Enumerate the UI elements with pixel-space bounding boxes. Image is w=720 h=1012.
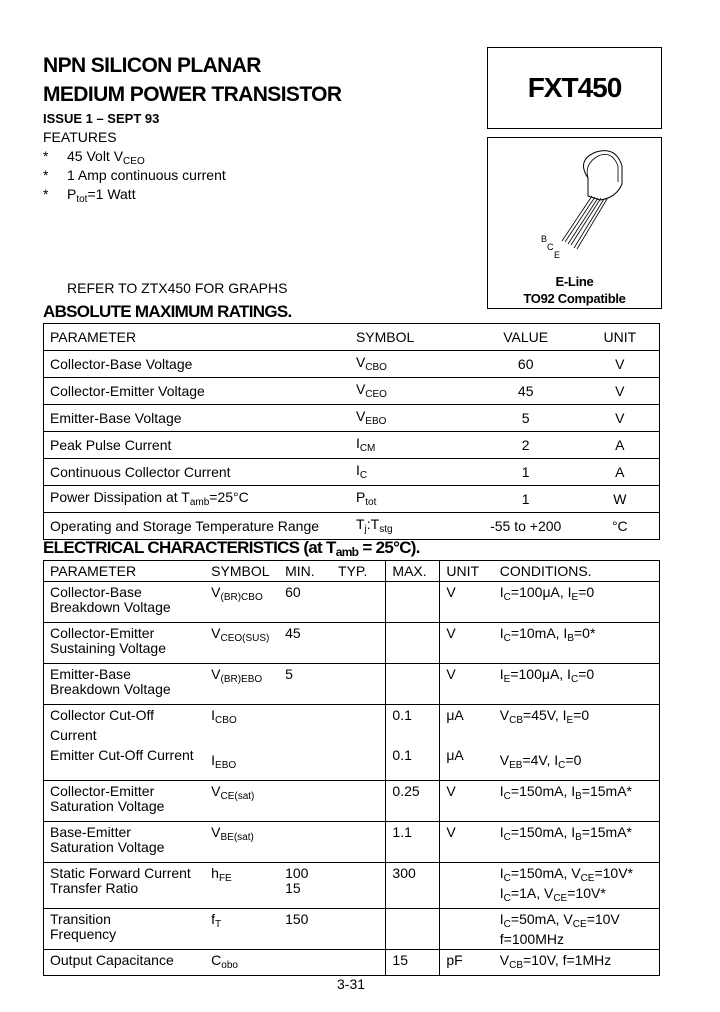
abs-max-param: Emitter-Base Voltage [50, 410, 182, 426]
elec-typ [332, 664, 386, 705]
abs-max-unit: °C [611, 518, 628, 534]
elec-cond: $V_{CB}=10V$, f=1MHz [499, 952, 612, 971]
to92-package-drawing [488, 138, 661, 268]
elec-heading-tail: = 25°C). [358, 538, 420, 557]
abs-max-unit: V [615, 410, 625, 426]
abs-max-heading: ABSOLUTE MAXIMUM RATINGS. [43, 302, 292, 321]
elec-unit [440, 909, 494, 950]
elec-sym: $V_{BE(sat)}$ [211, 824, 254, 843]
elec-row [44, 950, 660, 976]
abs-max-value: 5 [521, 410, 530, 426]
elec-heading-text: ELECTRICAL CHARACTERISTICS (at T [43, 538, 336, 557]
elec-min [279, 781, 332, 822]
abs-max-param: Collector-Emitter Voltage [50, 383, 205, 399]
elec-header-cell: PARAMETER [50, 563, 137, 579]
abs-max-row [44, 432, 660, 459]
elec-header-row [44, 561, 660, 582]
elec-min [279, 822, 332, 863]
elec-cond: $I_C=150mA$, $I_B=15mA*$ [499, 783, 632, 802]
abs-max-header-cell: PARAMETER [50, 329, 137, 345]
features-heading: FEATURES [43, 129, 117, 145]
elec-param: Transition Frequency [50, 911, 117, 942]
elec-typ [332, 705, 386, 781]
abs-max-value: 1 [521, 464, 530, 480]
elec-param: Collector-Base Breakdown Voltage [50, 584, 171, 615]
elec-unit: V [440, 822, 494, 863]
feature-text: $P_{tot}=1$ Watt [67, 186, 136, 205]
abs-max-param: Power Dissipation at $T_{amb}=25^\circ C$ [50, 488, 249, 508]
elec-max: 0.1 0.1 [386, 705, 440, 781]
elec-typ [332, 623, 386, 664]
abs-max-header-cell: VALUE [503, 329, 549, 345]
abs-max-symbol: $V_{CEO}$ [355, 380, 387, 400]
refer-note: REFER TO ZTX450 FOR GRAPHS [67, 280, 288, 296]
abs-max-symbol: $I_{CM}$ [355, 434, 376, 454]
elec-row [44, 705, 660, 781]
elec-max: 0.25 [386, 781, 440, 822]
feature-text: 45 Volt $V_{CEO}$ [67, 148, 145, 167]
elec-min: 150 [285, 911, 309, 927]
elec-cond: $I_C=10mA$, $I_B=0*$ [499, 625, 596, 644]
feature-bullet: * [43, 148, 49, 164]
elec-unit: V [440, 781, 494, 822]
abs-max-header-row [44, 324, 660, 351]
abs-max-row [44, 351, 660, 378]
elec-param: Emitter-Base Breakdown Voltage [50, 666, 171, 697]
elec-row [44, 623, 660, 664]
elec-param: Static Forward Current Transfer Ratio [50, 865, 191, 896]
title-line-1: NPN SILICON PLANAR [43, 54, 261, 77]
abs-max-row [44, 513, 660, 540]
elec-param: Base-Emitter Saturation Voltage [50, 824, 165, 855]
elec-cond: $I_C=100\mu A$, $I_E=0$ [499, 584, 595, 603]
abs-max-param: Collector-Base Voltage [50, 356, 193, 372]
elec-cond: $I_C=50mA$, $V_{CE}=10V$ f=100MHz [499, 911, 620, 947]
elec-min: 5 [285, 666, 293, 682]
package-name: E-Line [555, 274, 594, 289]
elec-header-cell: TYP. [338, 563, 368, 579]
issue-date: ISSUE 1 – SEPT 93 [43, 111, 160, 126]
elec-max [386, 664, 440, 705]
elec-unit: V [440, 582, 494, 623]
abs-max-symbol: $V_{EBO}$ [355, 407, 387, 427]
elec-header-cell: CONDITIONS. [499, 563, 592, 579]
part-number: FXT450 [527, 72, 622, 103]
pin-label-b: B [541, 234, 548, 244]
elec-row [44, 863, 660, 909]
pin-label-c: C [547, 242, 554, 252]
elec-max [386, 909, 440, 950]
elec-sym: $V_{(BR)CBO}$ [211, 584, 263, 603]
elec-cond: $V_{CB}=45V$, $I_E=0$ $V_{EB}=4V$, $I_C=0$ [499, 707, 590, 771]
elec-max [386, 623, 440, 664]
pin-label-e: E [554, 250, 561, 260]
elec-max [386, 582, 440, 623]
elec-unit: μA μA [440, 705, 494, 781]
elec-unit: V [440, 664, 494, 705]
elec-header-cell: MIN. [285, 563, 315, 579]
elec-sym: $f_T$ [211, 911, 222, 930]
elec-max: 1.1 [386, 822, 440, 863]
elec-sym: $V_{CE(sat)}$ [211, 783, 255, 802]
elec-sym: $V_{CEO(SUS)}$ [211, 625, 270, 644]
elec-typ [332, 822, 386, 863]
elec-row [44, 822, 660, 863]
abs-max-value: 60 [517, 356, 534, 372]
abs-max-row [44, 486, 660, 513]
elec-header-cell: SYMBOL [211, 563, 270, 579]
elec-typ [332, 909, 386, 950]
elec-sym: $C_{obo}$ [211, 952, 238, 971]
elec-heading [43, 538, 420, 559]
elec-sym: $V_{(BR)EBO}$ [211, 666, 263, 685]
feature-text: 1 Amp continuous current [67, 167, 226, 183]
abs-max-value: 2 [521, 437, 530, 453]
abs-max-symbol: $I_C$ [355, 461, 368, 481]
abs-max-unit: A [615, 437, 625, 453]
abs-max-row [44, 405, 660, 432]
elec-sym: $h_{FE}$ [211, 865, 232, 884]
elec-param: Output Capacitance [50, 952, 174, 968]
elec-heading-sub: amb [335, 545, 359, 559]
abs-max-header-cell: SYMBOL [355, 329, 415, 345]
abs-max-value: -55 to +200 [490, 518, 562, 534]
package-compat: TO92 Compatible [523, 291, 626, 306]
abs-max-row [44, 378, 660, 405]
abs-max-value: 1 [521, 491, 530, 507]
elec-row [44, 909, 660, 950]
elec-cond: $I_C=150mA$, $V_{CE}=10V*$ $I_C=1A$, $V_{CE}=10V*$ [499, 865, 634, 904]
elec-param: Collector-Emitter Sustaining Voltage [50, 625, 166, 656]
elec-min: 100 15 [285, 865, 309, 896]
abs-max-value: 45 [517, 383, 534, 399]
abs-max-symbol: $P_{tot}$ [355, 488, 377, 508]
abs-max-param: Peak Pulse Current [50, 437, 172, 453]
elec-row [44, 582, 660, 623]
elec-header-cell: UNIT [440, 561, 494, 582]
elec-cond: $I_E=100\mu A$, $I_C=0$ [499, 666, 595, 685]
elec-row [44, 781, 660, 822]
elec-param: Collector Cut-Off Current Emitter Cut-Off Current [50, 707, 194, 763]
feature-bullet: * [43, 186, 49, 202]
part-number-box [487, 47, 662, 129]
abs-max-symbol: $T_j:T_{stg}$ [355, 515, 393, 535]
abs-max-header-cell: UNIT [603, 329, 637, 345]
elec-min [279, 950, 332, 976]
elec-sym: $I_{CBO}$ $I_{EBO}$ [211, 707, 237, 771]
elec-max: 15 [386, 950, 440, 976]
page-number: 3-31 [337, 976, 366, 992]
elec-max: 300 [386, 863, 440, 909]
elec-typ [332, 863, 386, 909]
elec-typ [332, 950, 386, 976]
abs-max-unit: A [615, 464, 625, 480]
elec-min: 45 [285, 625, 301, 641]
elec-param: Collector-Emitter Saturation Voltage [50, 783, 165, 814]
elec-cond: $I_C=150mA$, $I_B=15mA*$ [499, 824, 632, 843]
elec-table [43, 560, 660, 976]
title-line-2: MEDIUM POWER TRANSISTOR [43, 83, 342, 106]
elec-unit: V [440, 623, 494, 664]
feature-bullet: * [43, 167, 49, 183]
elec-min: 60 [285, 584, 301, 600]
elec-typ [332, 582, 386, 623]
elec-header-cell: MAX. [386, 561, 440, 582]
abs-max-unit: V [615, 383, 625, 399]
elec-unit: pF [440, 950, 494, 976]
package-box [487, 137, 662, 309]
abs-max-unit: V [615, 356, 625, 372]
abs-max-param: Operating and Storage Temperature Range [50, 518, 320, 534]
elec-min [279, 705, 332, 781]
abs-max-unit: W [613, 491, 627, 507]
abs-max-symbol: $V_{CBO}$ [355, 353, 387, 373]
abs-max-row [44, 459, 660, 486]
elec-unit [440, 863, 494, 909]
abs-max-param: Continuous Collector Current [50, 464, 231, 480]
elec-typ [332, 781, 386, 822]
abs-max-table [43, 323, 660, 540]
elec-row [44, 664, 660, 705]
